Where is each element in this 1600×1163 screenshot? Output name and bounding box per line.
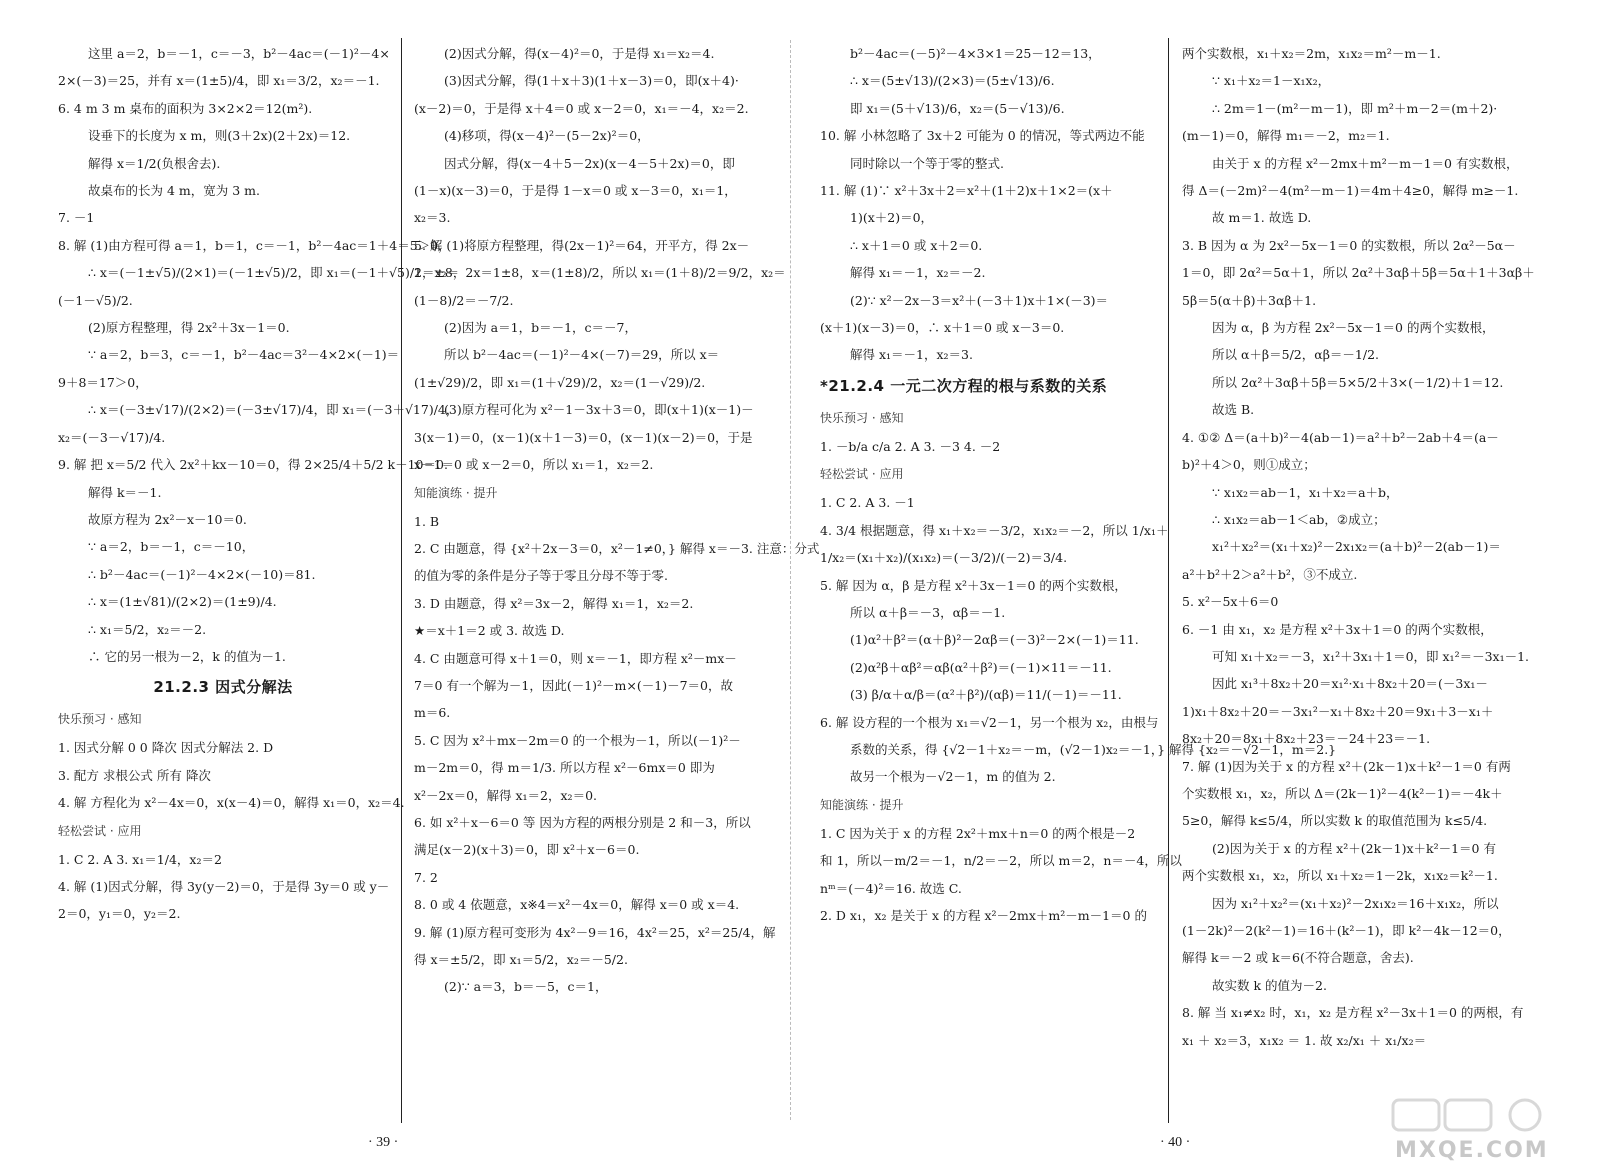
text-line: 7. －1 [58,210,95,226]
text-line: 故 m＝1. 故选 D. [1212,210,1312,226]
text-line: 因为 α，β 为方程 2x²－5x－1＝0 的两个实数根， [1212,320,1495,336]
text-line: x－1＝0 或 x－2＝0，所以 x₁＝1，x₂＝2. [414,457,654,473]
text-line: ∵ a＝2，b＝－1，c＝－10， [88,539,255,555]
text-line: nᵐ＝(－4)²＝16. 故选 C. [820,880,962,896]
text-line: 5. x²－5x＋6＝0 [1182,594,1279,610]
text-line: 解得 k＝－2 或 k＝6(不符合题意，舍去). [1182,950,1414,966]
text-line: 2. C 由题意，得 {x²＋2x－3＝0，x²－1≠0，} 解得 x＝－3. 注意：分式 [414,540,820,556]
text-line: 10. 解 小林忽略了 3x＋2 可能为 0 的情况，等式两边不能 [820,128,1145,144]
text-line: 1. B [414,513,440,529]
text-line: 5β＝5(α＋β)＋3αβ＋1. [1182,292,1317,308]
text-line: 3. B 因为 α 为 2x²－5x－1＝0 的实数根，所以 2α²－5α－ [1182,237,1516,253]
page39-right-column [414,40,820,1120]
text-line: 因此 x₁³＋8x₂＋20＝x₁²·x₁＋8x₂＋20＝(－3x₁－ [1212,676,1488,692]
text-line: 4. 3/4 根据题意，得 x₁＋x₂＝－3/2，x₁x₂＝－2，所以 1/x₁＋ [820,522,1169,538]
text-line: 由关于 x 的方程 x²－2mx＋m²－m－1＝0 有实数根， [1212,155,1519,171]
text-line: 1)x₁＋8x₂＋20＝－3x₁²－x₁＋8x₂＋20＝9x₁＋3－x₁＋ [1182,703,1494,719]
text-line: 解得 x＝1/2(负根舍去). [88,155,221,171]
text-line: 8. 0 或 4 依题意，x※4＝x²－4x＝0，解得 x＝0 或 x＝4. [414,897,740,913]
text-line: 和 1，所以－m/2＝－1，n/2＝－2，所以 m＝2，n＝－4，所以 [820,853,1182,869]
text-line: 1)(x＋2)＝0， [850,210,934,226]
text-line: 这里 a＝2，b＝－1，c＝－3，b²－4ac＝(－1)²－4× [88,46,390,61]
page40-right-column [1182,40,1562,1120]
text-line: 9. 解 (1)原方程可变形为 4x²－9＝16，4x²＝25，x²＝25/4，解 [414,924,776,940]
text-line: 3. D 由题意，得 x²＝3x－2，解得 x₁＝1，x₂＝2. [414,595,694,611]
text-line: 7. 解 (1)因为关于 x 的方程 x²＋(2k－1)x＋k²－1＝0 有两 [1182,758,1511,774]
text-line: 所以 α＋β＝5/2，αβ＝－1/2. [1212,347,1380,363]
text-line: 4. 解 方程化为 x²－4x＝0，x(x－4)＝0，解得 x₁＝0，x₂＝4. [58,795,405,811]
subsection-heading: 知能演练 · 提升 [414,485,498,500]
text-line: ∴ x＝(1±√81)/(2×2)＝(1±9)/4. [88,594,277,610]
text-line: (1－x)(x－3)＝0，于是得 1－x＝0 或 x－3＝0，x₁＝1， [414,183,737,199]
text-line: 5≥0，解得 k≤5/4，所以实数 k 的取值范围为 k≤5/4. [1182,813,1488,829]
section-title-21-2-3: 21.2.3 因式分解法 [153,678,293,697]
text-line: b²－4ac＝(－5)²－4×3×1＝25－12＝13， [850,46,1101,61]
subsection-heading: 知能演练 · 提升 [820,797,904,812]
text-line: 1. －b/a c/a 2. A 3. －3 4. －2 [820,438,1001,454]
text-line: ∵ x₁x₂＝ab－1，x₁＋x₂＝a＋b， [1212,484,1399,500]
text-line: (－1－√5)/2. [58,292,133,308]
text-line: (3)原方程可化为 x²－1－3x＋3＝0，即(x＋1)(x－1)－ [444,402,754,418]
text-line: (1－8)/2＝－7/2. [414,292,514,308]
text-line: (m－1)＝0，解得 m₁＝－2，m₂＝1. [1182,128,1390,144]
page-number-40: · 40 · [1160,1135,1191,1150]
text-line: ∴ x₁＝5/2，x₂＝－2. [88,621,207,637]
text-line: (2)∵ a＝3，b＝－5，c＝1， [444,979,608,995]
text-line: x₂＝(－3－√17)/4. [58,429,166,445]
text-line: 1. C 因为关于 x 的方程 2x²＋mx＋n＝0 的两个根是－2 [820,825,1136,841]
text-line: 解得 x₁＝－1，x₂＝－2. [850,265,986,281]
text-line: 5. C 因为 x²＋mx－2m＝0 的一个根为－1，所以(－1)²－ [414,732,741,748]
text-line: 故另一个根为－√2－1，m 的值为 2. [850,769,1056,785]
text-line: (1±√29)/2，即 x₁＝(1＋√29)/2，x₂＝(1－√29)/2. [414,374,706,390]
text-line: 6. －1 由 x₁，x₂ 是方程 x²＋3x＋1＝0 的两个实数根， [1182,621,1493,637]
text-line: x₁ ＋ x₂＝3，x₁x₂ ＝ 1. 故 x₂/x₁ ＋ x₁/x₂＝ [1182,1032,1427,1048]
text-line: 可知 x₁＋x₂＝－3，x₁²＋3x₁＋1＝0，即 x₁²＝－3x₁－1. [1212,648,1530,664]
text-line: (2)因为关于 x 的方程 x²＋(2k－1)x＋k²－1＝0 有 [1212,840,1496,856]
text-line: 8. 解 当 x₁≠x₂ 时，x₁，x₂ 是方程 x²－3x＋1＝0 的两根，有 [1182,1005,1524,1021]
text-line: (2)原方程整理，得 2x²＋3x－1＝0. [88,320,290,336]
watermark-text: MXQE.COM [1395,1138,1549,1163]
subsection-heading: 快乐预习 · 感知 [58,712,142,727]
text-line: (x＋1)(x－3)＝0，∴ x＋1＝0 或 x－3＝0. [820,320,1065,336]
column-divider [1168,38,1169,1123]
text-line: 设垂下的长度为 x m，则(3＋2x)(2＋2x)＝12. [88,128,351,144]
text-line: ∴ x₁x₂＝ab－1＜ab，②成立； [1212,511,1386,527]
text-line: 5. 解 (1)将原方程整理，得(2x－1)²＝64，开平方，得 2x－ [414,237,750,253]
text-line: 7. 2 [414,869,438,885]
text-line: (3) β/α＋α/β＝(α²＋β²)/(αβ)＝11/(－1)＝－11. [850,687,1122,703]
text-line: ∴ x＋1＝0 或 x＋2＝0. [850,237,983,253]
text-line: 9. 解 把 x＝5/2 代入 2x²＋kx－10＝0，得 2×25/4＋5/2 k－10＝0. [58,457,448,473]
text-line: x₁²＋x₂²＝(x₁＋x₂)²－2x₁x₂＝(a＋b)²－2(ab－1)＝ [1212,539,1501,555]
text-line: 6. 4 m 3 m 桌布的面积为 3×2×2＝12(m²). [58,100,313,116]
text-line: 5. 解 因为 α，β 是方程 x²＋3x－1＝0 的两个实数根， [820,577,1127,593]
text-line: 系数的关系，得 {√2－1＋x₂＝－m，(√2－1)x₂＝－1，} 解得 {x₂＝－√2－1，m＝2.} [850,741,1337,757]
text-line: 1. C 2. A 3. －1 [820,495,915,511]
text-line: ∴ x＝(5±√13)/(2×3)＝(5±√13)/6. [850,73,1055,89]
text-line: 1＝0，即 2α²＝5α＋1，所以 2α²＋3αβ＋5β＝5α＋1＋3αβ＋ [1182,265,1535,281]
text-line: x²－2x＝0，解得 x₁＝2，x₂＝0. [414,787,597,803]
text-line: ★＝x＋1＝2 或 3. 故选 D. [414,623,565,639]
text-line: 1. 因式分解 0 0 降次 因式分解法 2. D [58,740,274,756]
text-line: (x－2)＝0，于是得 x＋4＝0 或 x－2＝0，x₁＝－4，x₂＝2. [414,100,749,116]
text-line: m－2m＝0，得 m＝1/3. 所以方程 x²－6mx＝0 即为 [414,760,715,776]
text-line: (3)因式分解，得(1＋x＋3)(1＋x－3)＝0，即(x＋4)· [444,73,739,89]
text-line: ∴ x＝(－1±√5)/(2×1)＝(－1±√5)/2，即 x₁＝(－1＋√5)/2，x₂＝ [88,265,460,281]
text-line: 1＝±8，2x＝1±8，x＝(1±8)/2，所以 x₁＝(1＋8)/2＝9/2，x₂＝ [414,265,786,281]
text-line: (2)因式分解，得(x－4)²＝0，于是得 x₁＝x₂＝4. [444,46,715,61]
text-line: (4)移项，得(x－4)²－(5－2x)²＝0， [444,128,650,144]
text-line: 4. C 由题意可得 x＋1＝0，则 x＝－1，即方程 x²－mx－ [414,650,737,666]
text-line: 因为 x₁²＋x₂²＝(x₁＋x₂)²－2x₁x₂＝16＋x₁x₂，所以 [1212,895,1499,911]
text-line: ∵ x₁＋x₂＝1－x₁x₂， [1212,73,1331,89]
text-line: 2. D x₁，x₂ 是关于 x 的方程 x²－2mx＋m²－m－1＝0 的 [820,907,1147,923]
text-line: 即 x₁＝(5＋√13)/6，x₂＝(5－√13)/6. [850,100,1065,116]
text-line: 9＋8＝17＞0， [58,374,148,390]
text-line: 两个实数根，x₁＋x₂＝2m，x₁x₂＝m²－m－1. [1182,46,1441,61]
text-line: 故实数 k 的值为－2. [1212,977,1327,993]
page-number-39: · 39 · [368,1135,399,1150]
text-line: (2)∵ x²－2x－3＝x²＋(－3＋1)x＋1×(－3)＝ [850,292,1109,308]
text-line: 1. C 2. A 3. x₁＝1/4，x₂＝2 [58,851,222,867]
text-line: ∴ 2m＝1－(m²－m－1)，即 m²＋m－2＝(m＋2)· [1212,100,1498,116]
text-line: 11. 解 (1)∵ x²＋3x＋2＝x²＋(1＋2)x＋1×2＝(x＋ [820,183,1113,199]
text-line: 同时除以一个等于零的整式. [850,155,1004,171]
subsection-heading: 快乐预习 · 感知 [820,410,904,425]
text-line: 故选 B. [1212,402,1255,418]
text-line: 8. 解 (1)由方程可得 a＝1，b＝1，c＝－1，b²－4ac＝1＋4＝5＞0， [58,237,451,253]
text-line: 得 Δ＝(－2m)²－4(m²－m－1)＝4m＋4≥0，解得 m≥－1. [1182,183,1519,199]
column-divider [401,38,402,1123]
text-line: 3(x－1)＝0，(x－1)(x＋1－3)＝0，(x－1)(x－2)＝0，于是 [414,429,753,445]
text-line: 2＝0，y₁＝0，y₂＝2. [58,906,181,922]
text-line: 所以 b²－4ac＝(－1)²－4×(－7)＝29，所以 x＝ [444,347,720,363]
text-line: ∵ a＝2，b＝3，c＝－1，b²－4ac＝3²－4×2×(－1)＝ [88,347,400,363]
text-line: x₂＝3. [414,210,451,226]
text-line: m＝6. [414,705,451,721]
text-line: (1－2k)²－2(k²－1)＝16＋(k²－1)，即 k²－4k－12＝0， [1182,923,1511,938]
text-line: 解得 k＝－1. [88,484,162,500]
text-line: 的值为零的条件是分子等于零且分母不等于零. [414,568,668,584]
section-title-21-2-4: *21.2.4 一元二次方程的根与系数的关系 [820,376,1108,395]
text-line: 故原方程为 2x²－x－10＝0. [88,511,247,527]
text-line: ∴ 它的另一根为－2，k 的值为－1. [88,648,286,664]
text-line: 所以 2α²＋3αβ＋5β＝5×5/2＋3×(－1/2)＋1＝12. [1212,374,1504,390]
text-line: b)²＋4＞0，则①成立； [1182,457,1316,473]
text-line: (2)因为 a＝1，b＝－1，c＝－7， [444,320,637,336]
text-line: 4. ①② Δ＝(a＋b)²－4(ab－1)＝a²＋b²－2ab＋4＝(a－ [1182,429,1499,445]
text-line: 所以 α＋β＝－3，αβ＝－1. [850,604,1006,620]
text-line: (2)α²β＋αβ²＝αβ(α²＋β²)＝(－1)×11＝－11. [850,659,1112,675]
text-line: (1)α²＋β²＝(α＋β)²－2αβ＝(－3)²－2×(－1)＝11. [850,632,1139,648]
text-line: ∴ b²－4ac＝(－1)²－4×2×(－10)＝81. [88,566,316,582]
subsection-heading: 轻松尝试 · 应用 [820,467,904,482]
text-line: 因式分解，得(x－4＋5－2x)(x－4－5＋2x)＝0，即 [444,155,735,171]
text-line: 2×(－3)＝25，并有 x＝(1±5)/4，即 x₁＝3/2，x₂＝－1. [58,73,380,89]
text-line: 4. 解 (1)因式分解，得 3y(y－2)＝0，于是得 3y＝0 或 y－ [58,878,390,894]
text-line: 得 x＝±5/2，即 x₁＝5/2，x₂＝－5/2. [414,952,628,967]
page-spine [790,40,791,1120]
text-line: 6. 解 设方程的一个根为 x₁＝√2－1，另一个根为 x₂，由根与 [820,714,1159,730]
text-line: 两个实数根 x₁，x₂，所以 x₁＋x₂＝1－2k，x₁x₂＝k²－1. [1182,868,1498,884]
text-line: 3. 配方 求根公式 所有 降次 [58,767,211,783]
text-line: 故桌布的长为 4 m，宽为 3 m. [88,183,260,199]
text-line: 1/x₂＝(x₁＋x₂)/(x₁x₂)＝(－3/2)/(－2)＝3/4. [820,550,1068,566]
text-line: 满足(x－2)(x＋3)＝0，即 x²＋x－6＝0. [414,842,640,858]
text-line: ∴ x＝(－3±√17)/(2×2)＝(－3±√17)/4，即 x₁＝(－3＋√17)/4， [88,402,459,418]
text-line: 解得 x₁＝－1，x₂＝3. [850,347,973,363]
text-line: 6. 如 x²＋x－6＝0 等 因为方程的两根分别是 2 和－3，所以 [414,814,751,830]
text-line: 个实数根 x₁，x₂，所以 Δ＝(2k－1)²－4(k²－1)＝－4k＋ [1182,785,1503,801]
text-line: 8x₂＋20＝8x₁＋8x₂＋23＝－24＋23＝－1. [1182,731,1431,747]
subsection-heading: 轻松尝试 · 应用 [58,823,142,838]
text-line: 7＝0 有一个解为－1，因此(－1)²－m×(－1)－7＝0，故 [414,677,733,693]
text-line: a²＋b²＋2＞a²＋b²，③不成立. [1182,566,1358,582]
